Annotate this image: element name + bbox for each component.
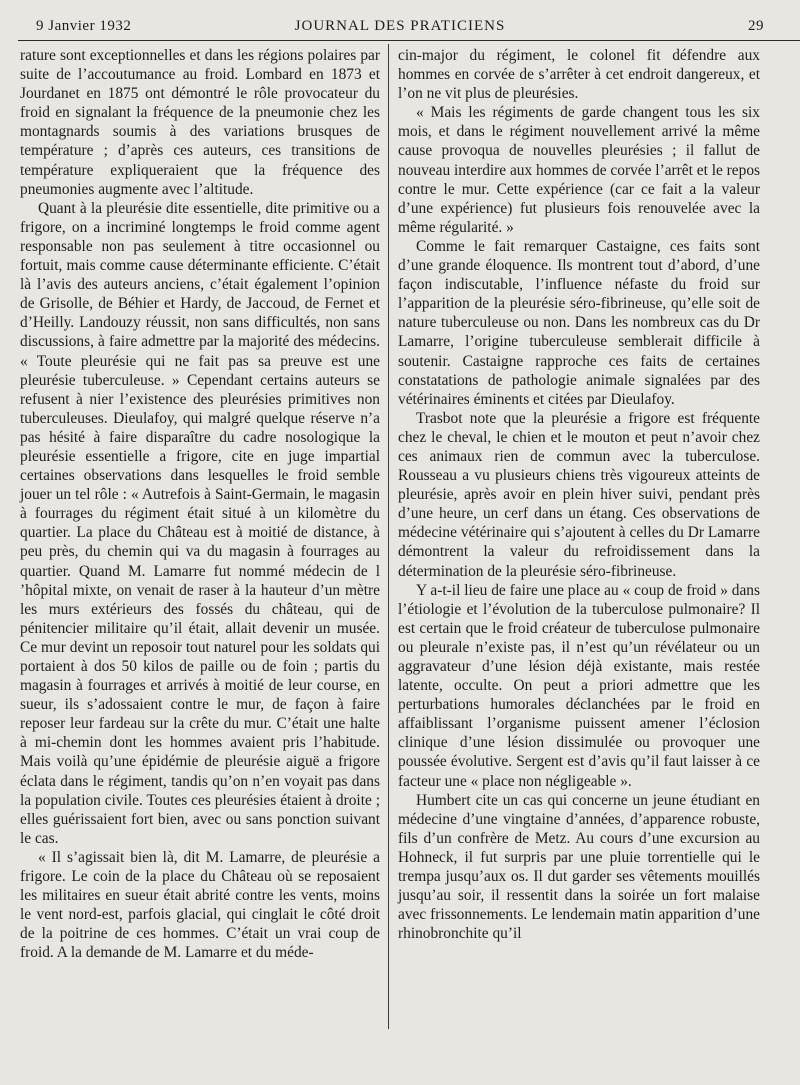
header-journal-title: JOURNAL DES PRATICIENS [294, 18, 506, 34]
right-paragraph-4: Trasbot note que la pleurésie a frigore est fréquente chez le cheval, le chien et le mouton et peut n’avoir chez ces animaux rien de commun avec la tuberculose. Rousseau a vu plusieurs chiens très vigoureux atteints de pleurésie, après avoir en plein hiver suivi, pendant près d’une heure, un cerf dans un étang. Ces observations de médecine vétérinaire qui s’ajoutent à celles du Dr Lamarre démontrent la valeur du refroidissement dans la détermination de la pleurésie séro-fibrineuse. [398, 409, 760, 580]
page-header [0, 14, 800, 36]
header-rule [18, 40, 800, 41]
header-page-number: 29 [748, 18, 764, 34]
right-paragraph-6: Humbert cite un cas qui concerne un jeune étudiant en médecine d’une vingtaine d’années, d’apparence robuste, fils d’un confrère de Metz. Au cours d’une excursion au Hohneck, il fut surpris par une pluie torrentielle qui le trempa jusqu’aux os. Il dut garder ses vêtements mouillés jusqu’au soir, il ressentit dans la soirée un fort malaise avec frissonnements. Le lendemain matin apparition d’une rhinobronchite qu’il [398, 791, 760, 943]
left-paragraph-2: Quant à la pleurésie dite essentielle, dite primitive ou a frigore, on a incriminé longtemps le froid comme agent responsable non pas seulement à titre occasionnel ou fortuit, mais comme cause déterminante efficiente. C’était là l’avis des auteurs anciens, c’était également l’opinion de Grisolle, de Béhier et Hardy, de Jaccoud, de Fernet et d’Heilly. Landouzy réussit, non sans difficultés, non sans discussions, à faire admettre par la majorité des médecins. « Toute pleurésie qui ne fait pas sa preuve est une pleurésie tuberculeuse. » Cependant certains auteurs se refusent à nier l’existence des pleurésies primitives non tuberculeuses. Dieulafoy, qui malgré quelque réserve n’a pas hésité à faire disparaître du cadre nosologique la pleurésie essentielle a frigore, cite en juge impartial certaines observations dans lesquelles le froid semble jouer un tel rôle : « Autrefois à Saint-Germain, le magasin à fourrages du régiment était situé à un kilomètre du quartier. La place du Château est à moitié de distance, à peu près, du chemin qui va du magasin à fourrages au quartier. Quand M. Lamarre fut nommé médecin de l ’hôpital mixte, on venait de raser à la hauteur d’un mètre les murs extérieurs des fossés du château, qui de pénitencier militaire qu’il était, allait devenir un musée. Ce mur devint un reposoir tout naturel pour les soldats qui portaient à dos 50 kilos de paille ou de foin ; partis du magasin à fourrages et arrivés à moitié de leur course, en sueur, ils s’adossaient contre le mur, de façon à faire reposer leur fardeau sur la crête du mur. C’était une halte à mi-chemin dont les hommes avaient pris l’habitude. Mais voilà qu’une épidémie de pleurésie aiguë a frigore éclata dans le régiment, tandis qu’on n’en voyait pas dans la population civile. Toutes ces pleurésies étaient à droite ; elles guérissaient fort bien, avec ou sans ponction suivant le cas. [20, 199, 380, 847]
left-paragraph-3: « Il s’agissait bien là, dit M. Lamarre, de pleurésie a frigore. Le coin de la place du Château où se reposaient les militaires en sueur était abrité contre les vents, moins le vent nord-est, parfois glacial, qui cinglait le côté droit de la poitrine de ces hommes. C’était un vrai coup de froid. A la demande de M. Lamarre et du méde- [20, 848, 380, 962]
header-date: 9 Janvier 1932 [36, 18, 132, 34]
right-paragraph-3: Comme le fait remarquer Castaigne, ces faits sont d’une grande éloquence. Ils montrent tout d’abord, d’une façon indiscutable, l’influence néfaste du froid sur l’apparition de la pleurésie séro-fibrineuse, qu’elle soit de nature tuberculeuse ou non. Dans les nombreux cas du Dr Lamarre, l’origine tuberculeuse semblerait difficile à soutenir. Castaigne rapproche ces faits de certaines constatations de pathologie animale signalées par des vétérinaires éminents et citées par Dieulafoy. [398, 237, 760, 408]
right-column [398, 46, 760, 943]
left-column [20, 46, 380, 963]
right-paragraph-1: cin-major du régiment, le colonel fit défendre aux hommes en corvée de s’arrêter à cet endroit dangereux, et l’on ne vit plus de pleurésies. [398, 47, 760, 103]
right-paragraph-5: Y a-t-il lieu de faire une place au « coup de froid » dans l’étiologie et l’évolution de la tuberculose pulmonaire? Il est certain que le froid créateur de tuberculose pulmonaire ou pleurale n’existe pas, il n’est qu’un révélateur ou un aggravateur d’une lésion déjà existante, mais restée latente, occulte. On peut a priori admettre que les perturbations humorales déclanchées par le froid en affaiblissant l’organisme puissent amener l’éclosion clinique d’une lésion dissimulée ou provoquer une poussée évolutive. Sergent est d’avis qu’il faut laisser à ce facteur une « place non négligeable ». [398, 581, 760, 790]
column-divider [388, 44, 389, 1029]
left-paragraph-1: rature sont exceptionnelles et dans les régions polaires par suite de l’accoutumance au froid. Lombard en 1873 et Jourdanet en 1875 ont démontré le rôle provocateur du froid en signalant la fréquence de la pneumonie chez les montagnards soumis à des variations brusques de température ; d’après ces auteurs, ces transitions de température expliqueraient que la fréquence des pneumonies augmente avec l’altitude. [20, 47, 380, 198]
right-paragraph-2: « Mais les régiments de garde changent tous les six mois, et dans le régiment nouvellement arrivé la même cause provoqua de nouvelles pleurésies ; il fallut de nouveau interdire aux hommes de corvée l’arrêt et le repos contre le mur. Cette expérience (car ce fait a la valeur d’une expérience) fut plusieurs fois renouvelée avec la même régularité. » [398, 104, 760, 236]
